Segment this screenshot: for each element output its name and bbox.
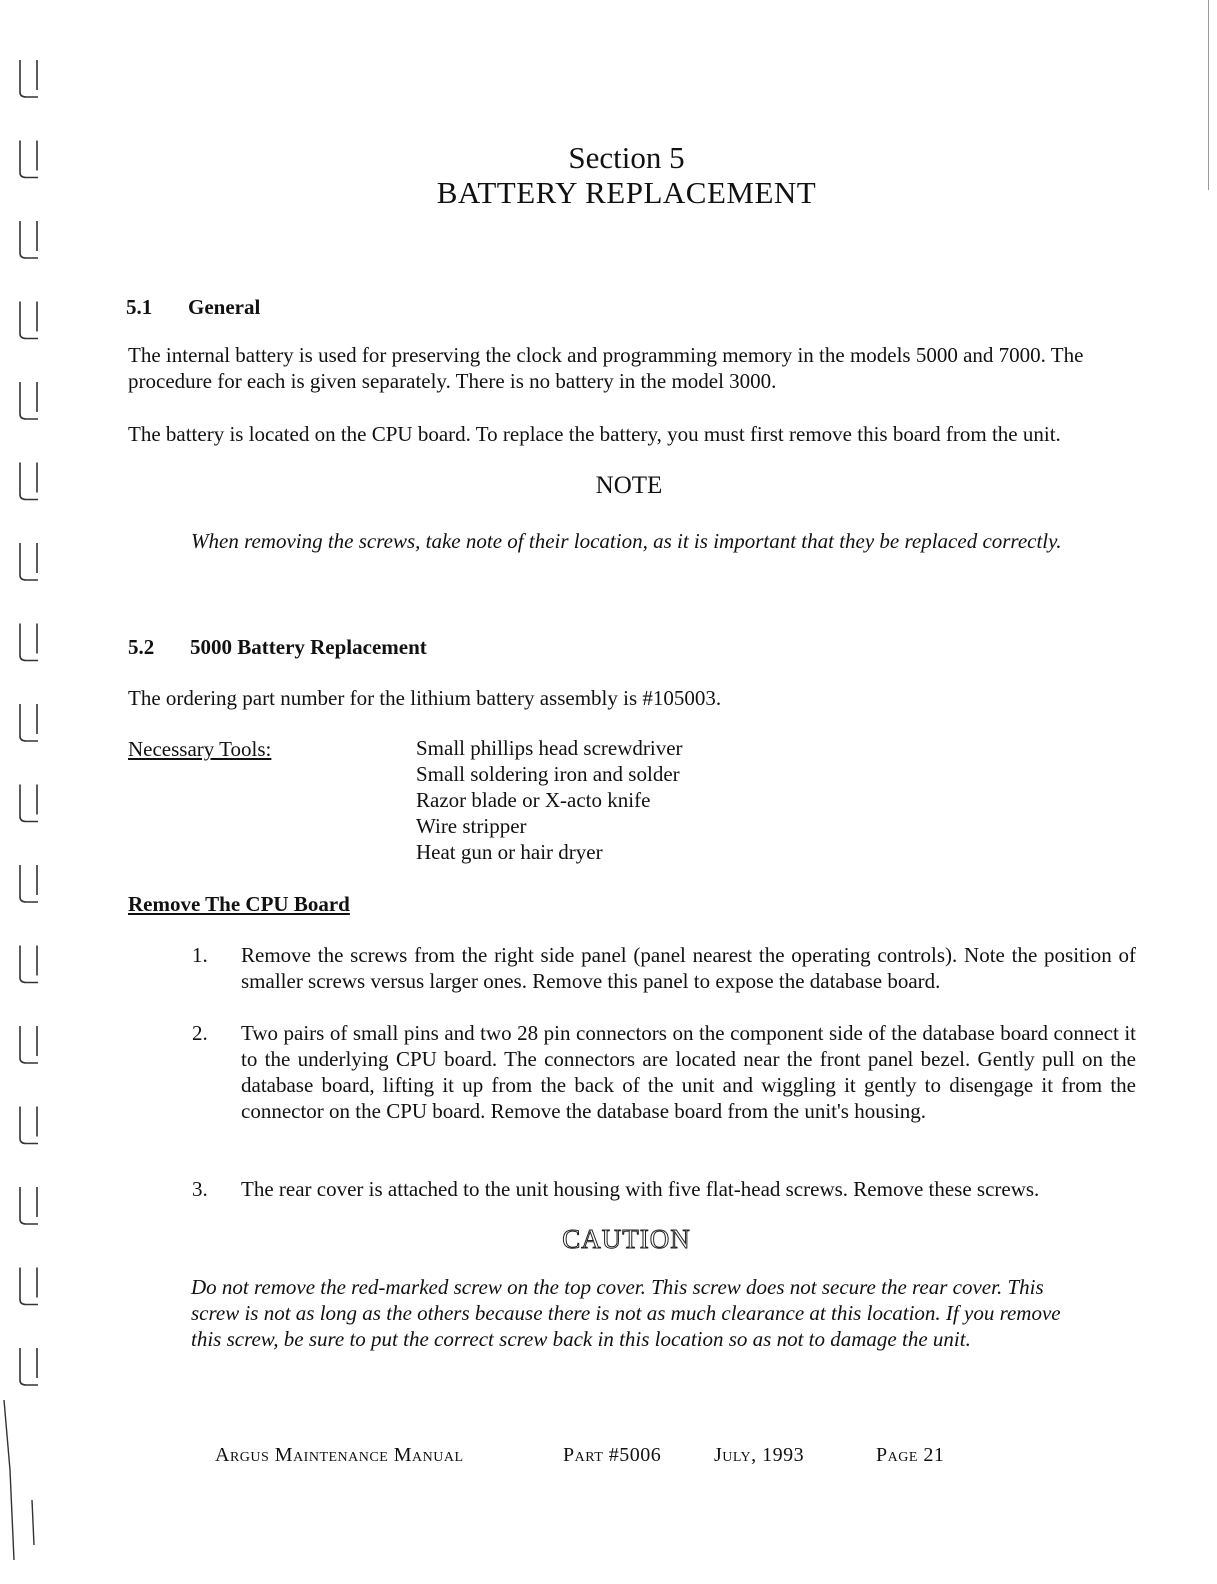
heading-general-label: General bbox=[188, 295, 261, 319]
binder-hole bbox=[20, 302, 38, 339]
binder-hole bbox=[20, 221, 38, 258]
caution-text: Do not remove the red-marked screw on the top cover. This screw does not secure the rear cover. This screw is not as long as the others because there is not as much clearance at this location. If you remove this screw, be sure to put the correct screw back in this location so as not to damage the unit. bbox=[191, 1275, 1061, 1351]
binder-hole bbox=[20, 543, 38, 580]
step-number: 3. bbox=[192, 1177, 208, 1201]
binder-hole bbox=[20, 785, 38, 822]
tools-label: Necessary Tools: bbox=[128, 737, 272, 761]
tool-item: Heat gun or hair dryer bbox=[416, 840, 603, 864]
binder-margin bbox=[0, 0, 80, 1579]
binder-hole bbox=[20, 1348, 38, 1385]
note-title: NOTE bbox=[595, 472, 663, 499]
step-1 bbox=[192, 942, 1136, 994]
tool-item: Small soldering iron and solder bbox=[416, 762, 680, 786]
tool-item: Wire stripper bbox=[416, 814, 527, 838]
remove-cpu-heading: Remove The CPU Board bbox=[128, 892, 350, 916]
binder-hole bbox=[20, 60, 38, 97]
binder-hole bbox=[20, 624, 38, 661]
step-number: 2. bbox=[192, 1021, 208, 1045]
section-title: BATTERY REPLACEMENT bbox=[436, 175, 817, 210]
note-text: When removing the screws, take note of their location, as it is important that they be replaced correctly. bbox=[191, 529, 1062, 553]
tool-item: Razor blade or X-acto knife bbox=[416, 788, 651, 812]
heading-replacement-number: 5.2 bbox=[128, 635, 155, 659]
binder-hole bbox=[20, 1268, 38, 1305]
heading-replacement-label: 5000 Battery Replacement bbox=[190, 635, 427, 659]
step-2 bbox=[192, 1020, 1136, 1124]
binder-hole bbox=[20, 865, 38, 902]
binder-hole bbox=[20, 1107, 38, 1144]
heading-5000-replacement bbox=[128, 635, 427, 660]
general-paragraph-2: The battery is located on the CPU board. To replace the battery, you must first remove this board from the unit. bbox=[128, 422, 1061, 446]
general-paragraph-1: The internal battery is used for preserving the clock and programming memory in the models 5000 and 7000. The procedure for each is given separately. There is no battery in the model 3000. bbox=[128, 343, 1084, 393]
footer-date: July, 1993 bbox=[714, 1444, 805, 1466]
binder-hole bbox=[20, 946, 38, 983]
section-number: Section 5 bbox=[568, 140, 685, 175]
footer-manual-name: Argus Maintenance Manual bbox=[215, 1444, 464, 1466]
caution-title: CAUTION bbox=[562, 1224, 691, 1254]
step-text: Remove the screws from the right side panel (panel nearest the operating controls). Note the position of smaller screws versus larger ones. Remove this panel to expose the database board. bbox=[241, 943, 1136, 993]
binder-edge-mark bbox=[4, 1400, 34, 1560]
tools-list bbox=[416, 735, 683, 865]
tool-item: Small phillips head screwdriver bbox=[416, 736, 683, 760]
binder-hole bbox=[20, 382, 38, 419]
heading-general bbox=[126, 295, 260, 320]
binder-holes-graphic bbox=[0, 0, 80, 1579]
step-3 bbox=[192, 1176, 1136, 1202]
binder-hole bbox=[20, 704, 38, 741]
binder-hole bbox=[20, 1026, 38, 1063]
footer-page-number: Page 21 bbox=[876, 1444, 945, 1466]
heading-general-number: 5.1 bbox=[126, 295, 153, 319]
ordering-part-number: The ordering part number for the lithium battery assembly is #105003. bbox=[128, 686, 722, 710]
step-text: Two pairs of small pins and two 28 pin connectors on the component side of the database board connect it to the underlying CPU board. The connectors are located near the front panel bezel. Gently pull on the database board, lifting it up from the back of the unit and wiggling it gently to disengage it from the connector on the CPU board. Remove the database board from the unit's housing. bbox=[241, 1021, 1136, 1123]
binder-hole bbox=[20, 1187, 38, 1224]
footer-part-number: Part #5006 bbox=[563, 1444, 662, 1466]
step-text: The rear cover is attached to the unit housing with five flat-head screws. Remove these screws. bbox=[241, 1177, 1040, 1201]
step-number: 1. bbox=[192, 943, 208, 967]
